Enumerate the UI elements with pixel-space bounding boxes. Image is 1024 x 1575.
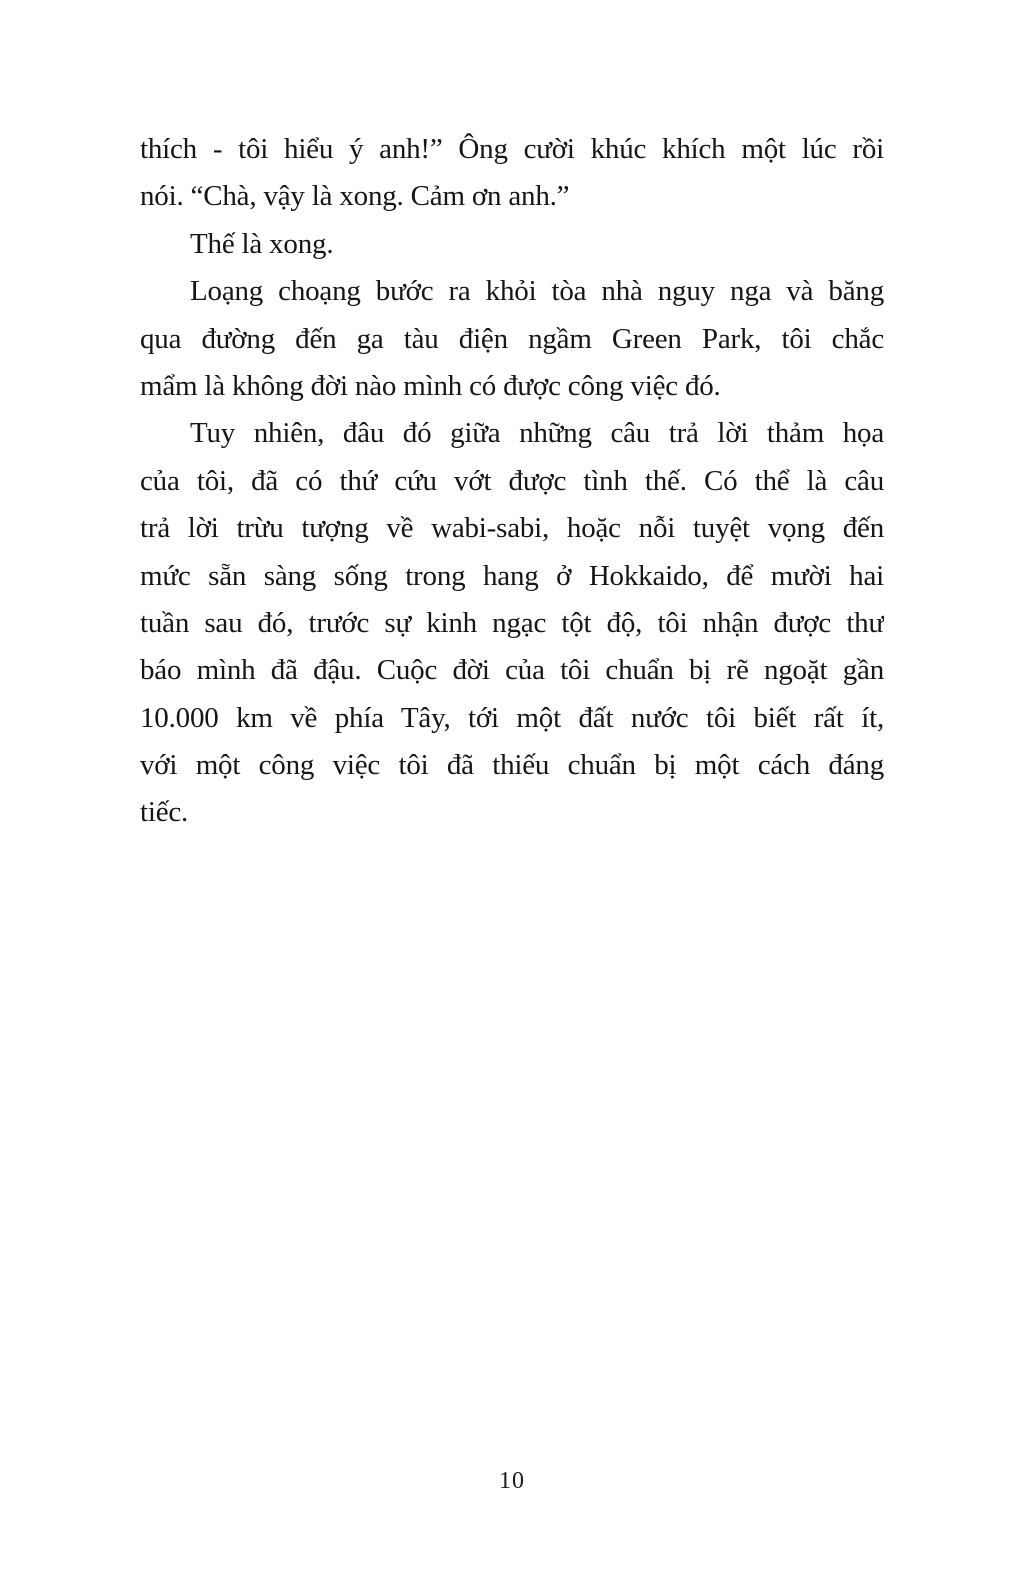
text-line: nói. “Chà, vậy là xong. Cảm ơn anh.” — [140, 180, 570, 213]
text-line: báo mình đã đậu. Cuộc đời của tôi chuẩn bị rẽ ngoặt gần — [140, 654, 884, 687]
text-line: mẩm là không đời nào mình có được công việc đó. — [140, 369, 721, 402]
text-line: với một công việc tôi đã thiếu chuẩn bị một cách đáng — [140, 749, 884, 782]
text-line: Thế là xong. — [190, 227, 334, 260]
text-line: mức sẵn sàng sống trong hang ở Hokkaido, để mười hai — [140, 559, 884, 592]
text-line: của tôi, đã có thứ cứu vớt được tình thế. Có thể là câu — [140, 464, 884, 497]
text-line: tuần sau đó, trước sự kinh ngạc tột độ, tôi nhận được thư — [140, 606, 884, 639]
page-number: 10 — [499, 1468, 525, 1494]
text-line: Tuy nhiên, đâu đó giữa những câu trả lời thảm họa — [190, 417, 884, 450]
text-line: thích - tôi hiểu ý anh!” Ông cười khúc khích một lúc rồi — [140, 133, 884, 165]
text-line: qua đường đến ga tàu điện ngầm Green Park, tôi chắc — [140, 322, 884, 355]
text-line: trả lời trừu tượng về wabi-sabi, hoặc nỗi tuyệt vọng đến — [140, 512, 884, 545]
body-text — [140, 126, 884, 837]
text-line: tiếc. — [140, 796, 189, 829]
text-line: 10.000 km về phía Tây, tới một đất nước tôi biết rất ít, — [140, 701, 884, 734]
text-line: Loạng choạng bước ra khỏi tòa nhà nguy nga và băng — [190, 275, 884, 308]
